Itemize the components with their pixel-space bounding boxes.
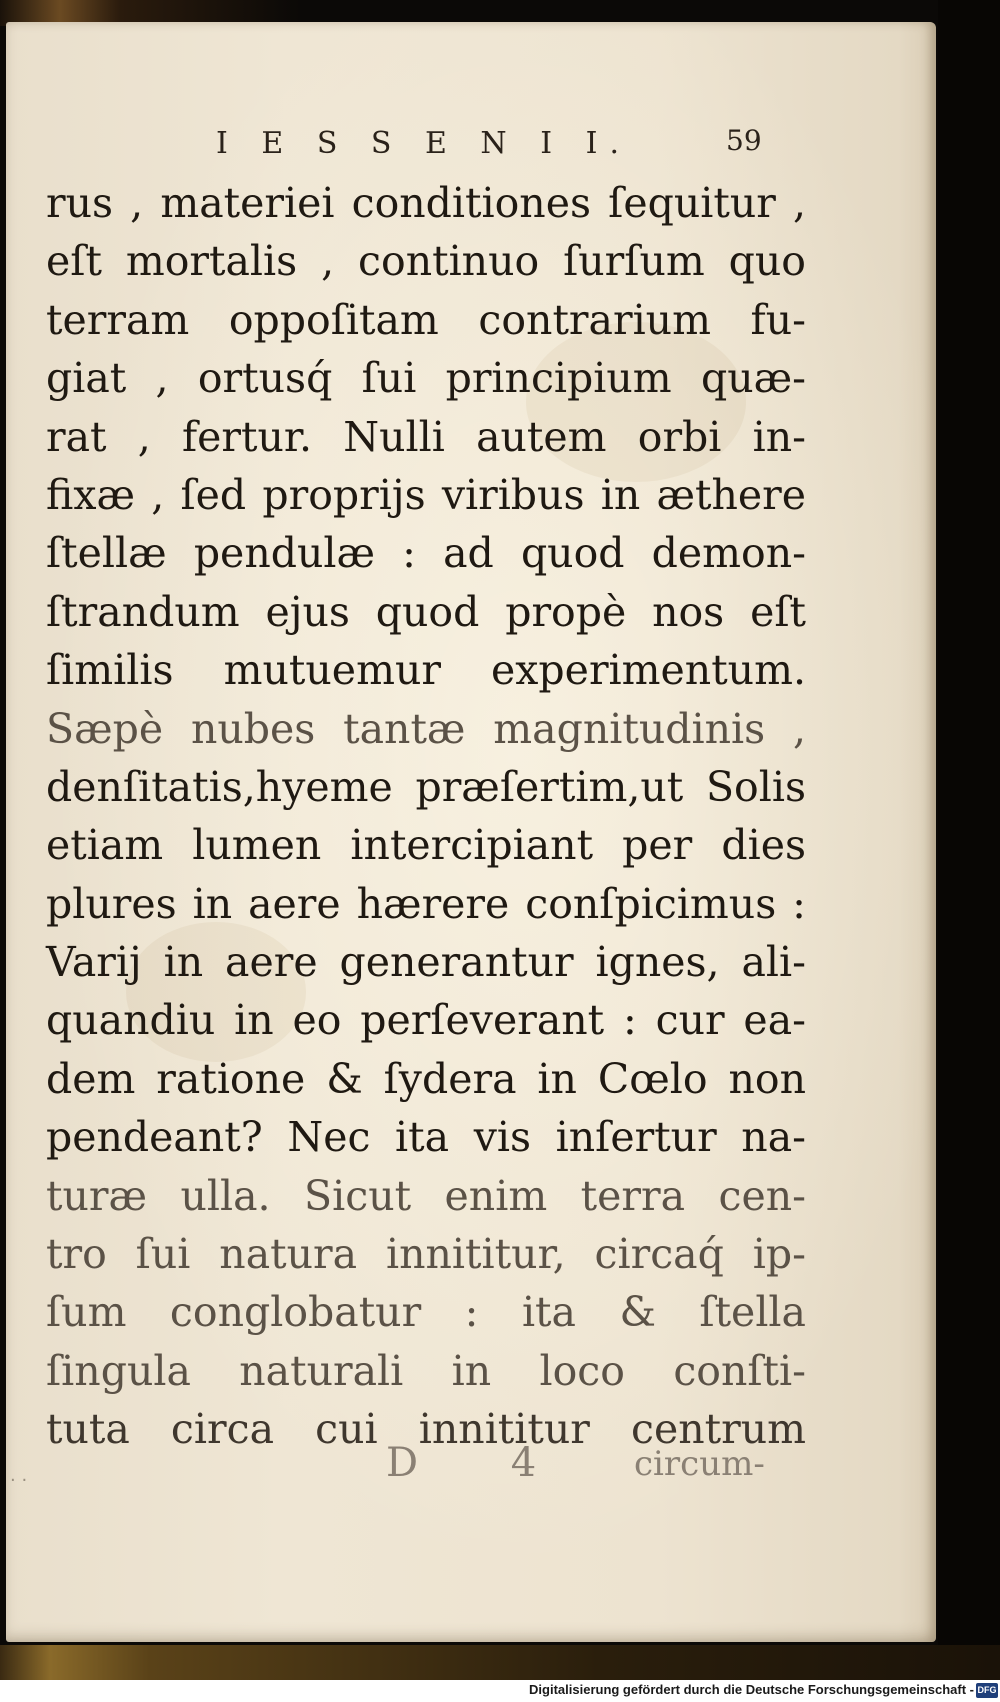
page-foot bbox=[6, 1440, 936, 1500]
text-line: dem ratione & ſydera in Cœlo non bbox=[46, 1054, 806, 1103]
dfg-logo-icon: DFG bbox=[976, 1683, 998, 1698]
credit-text: Digitalisierung gefördert durch die Deutsche Forschungsgemeinschaft - bbox=[529, 1682, 974, 1697]
text-line: terram oppoſitam contrarium fu- bbox=[46, 295, 806, 344]
text-line: ſtrandum ejus quod propè nos eſt bbox=[46, 587, 806, 636]
text-line: rus , materiei conditiones ſequitur , bbox=[46, 179, 806, 227]
text-line: pendeant? Nec ita vis inſertur na- bbox=[46, 1113, 806, 1162]
digitization-credit-bar bbox=[0, 1680, 1000, 1702]
text-line: ſimilis mutuemur experimentum. bbox=[46, 646, 806, 695]
text-line: tro ſui natura innititur, circaq́ ip- bbox=[46, 1230, 806, 1279]
text-line: denſitatis,hyeme præſertim,ut Solis bbox=[46, 762, 806, 811]
book-edge-right bbox=[938, 0, 1000, 1680]
text-line: turæ ulla. Sicut enim terra cen- bbox=[46, 1171, 806, 1220]
body-text bbox=[46, 174, 806, 1459]
page-number: 59 bbox=[726, 124, 762, 157]
text-line: ſtellæ pendulæ : ad quod demon- bbox=[46, 529, 806, 578]
running-head: I E S S E N I I. bbox=[216, 126, 631, 161]
text-line: tuta circa cui innititur centrum bbox=[46, 1405, 806, 1454]
text-line: plures in aere hærere conſpicimus : bbox=[46, 879, 806, 928]
text-line: Sæpè nubes tantæ magnitudinis , bbox=[46, 704, 806, 753]
catchword: circum- bbox=[634, 1444, 765, 1484]
signature-mark: D 4 bbox=[386, 1440, 577, 1486]
text-line: eſt mortalis , continuo ſurſum quo bbox=[46, 237, 806, 286]
text-line: etiam lumen intercipiant per dies bbox=[46, 821, 806, 870]
text-line: ſum conglobatur : ita & ſtella bbox=[46, 1288, 806, 1337]
book-edge-bottom bbox=[0, 1645, 1000, 1680]
text-line: rat , fertur. Nulli autem orbi in- bbox=[46, 412, 806, 461]
book-page bbox=[6, 22, 936, 1642]
text-line: ſingula naturali in loco conſti- bbox=[46, 1346, 806, 1395]
text-line: Varij in aere generantur ignes, ali- bbox=[46, 938, 806, 987]
text-line: quandiu in eo perſeverant : cur ea- bbox=[46, 996, 806, 1045]
text-line: fixæ , ſed proprijs viribus in æthere bbox=[46, 470, 806, 519]
text-line: giat , ortusq́ ſui principium quæ- bbox=[46, 354, 806, 403]
margin-specks: · · bbox=[10, 1470, 28, 1491]
